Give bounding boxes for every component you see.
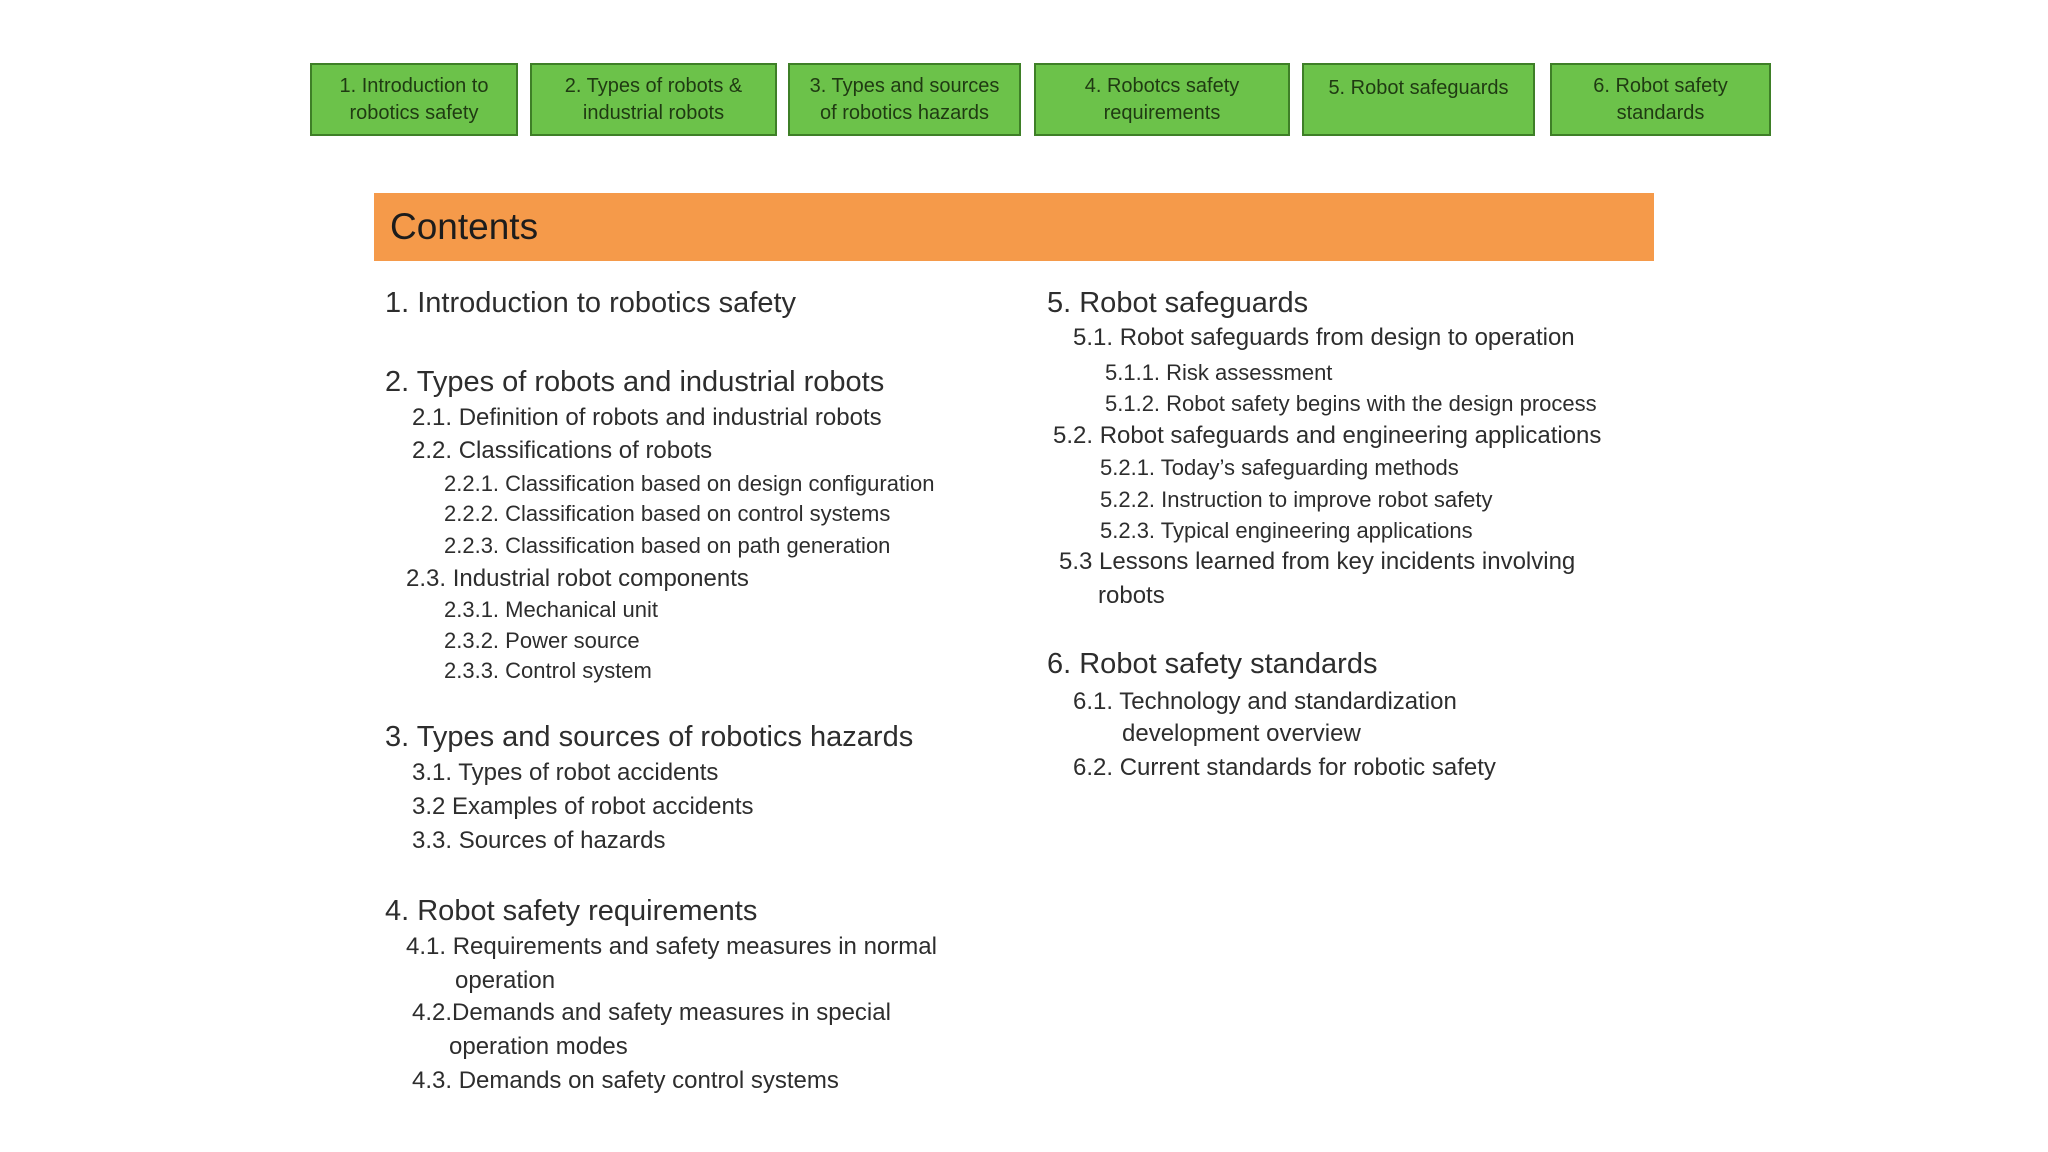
toc-item-6-1-cont: development overview (1122, 720, 1361, 747)
toc-item-4-1: 4.1. Requirements and safety measures in normal (406, 933, 937, 960)
toc-item-5-2-1: 5.2.1. Today’s safeguarding methods (1100, 455, 1459, 480)
toc-item-5-1-1: 5.1.1. Risk assessment (1105, 360, 1333, 385)
toc-item-2-3-1: 2.3.1. Mechanical unit (444, 597, 659, 622)
toc-item-5-2-2: 5.2.2. Instruction to improve robot safety (1100, 487, 1493, 512)
toc-item-3-3: 3.3. Sources of hazards (412, 827, 666, 854)
toc-item-4-1-cont: operation (455, 967, 556, 994)
contents-title: Contents (390, 206, 539, 247)
toc-item-3-1: 3.1. Types of robot accidents (412, 759, 719, 786)
toc-section-3: 3. Types and sources of robotics hazards (385, 721, 914, 753)
contents-header (374, 193, 1654, 261)
toc-item-2-2-1: 2.2.1. Classification based on design configuration (444, 471, 935, 496)
toc-item-2-3: 2.3. Industrial robot components (406, 565, 749, 592)
toc-item-4-2: 4.2.Demands and safety measures in special (412, 999, 891, 1026)
section-tabs (0, 0, 2048, 150)
toc-item-5-1-2: 5.1.2. Robot safety begins with the design process (1105, 391, 1597, 416)
toc-item-2-2-3: 2.2.3. Classification based on path generation (444, 533, 891, 558)
toc-section-6: 6. Robot safety standards (1047, 648, 1378, 680)
toc-section-4: 4. Robot safety requirements (385, 895, 758, 927)
toc-item-6-1: 6.1. Technology and standardization (1073, 688, 1457, 715)
tab-introduction[interactable]: 1. Introduction to robotics safety (310, 63, 518, 136)
toc-item-2-1: 2.1. Definition of robots and industrial robots (412, 404, 882, 431)
toc-section-1: 1. Introduction to robotics safety (385, 287, 797, 319)
toc-item-5-1: 5.1. Robot safeguards from design to operation (1073, 324, 1575, 351)
toc-item-2-2: 2.2. Classifications of robots (412, 437, 713, 464)
toc-item-4-3: 4.3. Demands on safety control systems (412, 1067, 839, 1094)
tab-safety-requirements[interactable]: 4. Robotcs safety requirements (1034, 63, 1290, 136)
toc-item-5-3-cont: robots (1098, 582, 1165, 609)
toc-item-2-2-2: 2.2.2. Classification based on control systems (444, 501, 891, 526)
toc-item-2-3-2: 2.3.2. Power source (444, 628, 640, 653)
toc-item-5-3: 5.3 Lessons learned from key incidents involving (1059, 548, 1576, 575)
tab-hazards[interactable]: 3. Types and sources of robotics hazards (788, 63, 1021, 136)
toc-item-5-2-3: 5.2.3. Typical engineering applications (1100, 518, 1473, 543)
tab-safety-standards[interactable]: 6. Robot safety standards (1550, 63, 1771, 136)
toc-item-6-2: 6.2. Current standards for robotic safety (1073, 754, 1496, 781)
tab-robot-safeguards[interactable]: 5. Robot safeguards (1302, 63, 1535, 136)
toc-item-5-2: 5.2. Robot safeguards and engineering applications (1053, 422, 1602, 449)
toc-section-2: 2. Types of robots and industrial robots (385, 366, 885, 398)
toc-item-4-2-cont: operation modes (449, 1033, 628, 1060)
toc-section-5: 5. Robot safeguards (1047, 287, 1309, 319)
tab-types-of-robots[interactable]: 2. Types of robots & industrial robots (530, 63, 777, 136)
toc-item-3-2: 3.2 Examples of robot accidents (412, 793, 754, 820)
toc-item-2-3-3: 2.3.3. Control system (444, 658, 652, 683)
